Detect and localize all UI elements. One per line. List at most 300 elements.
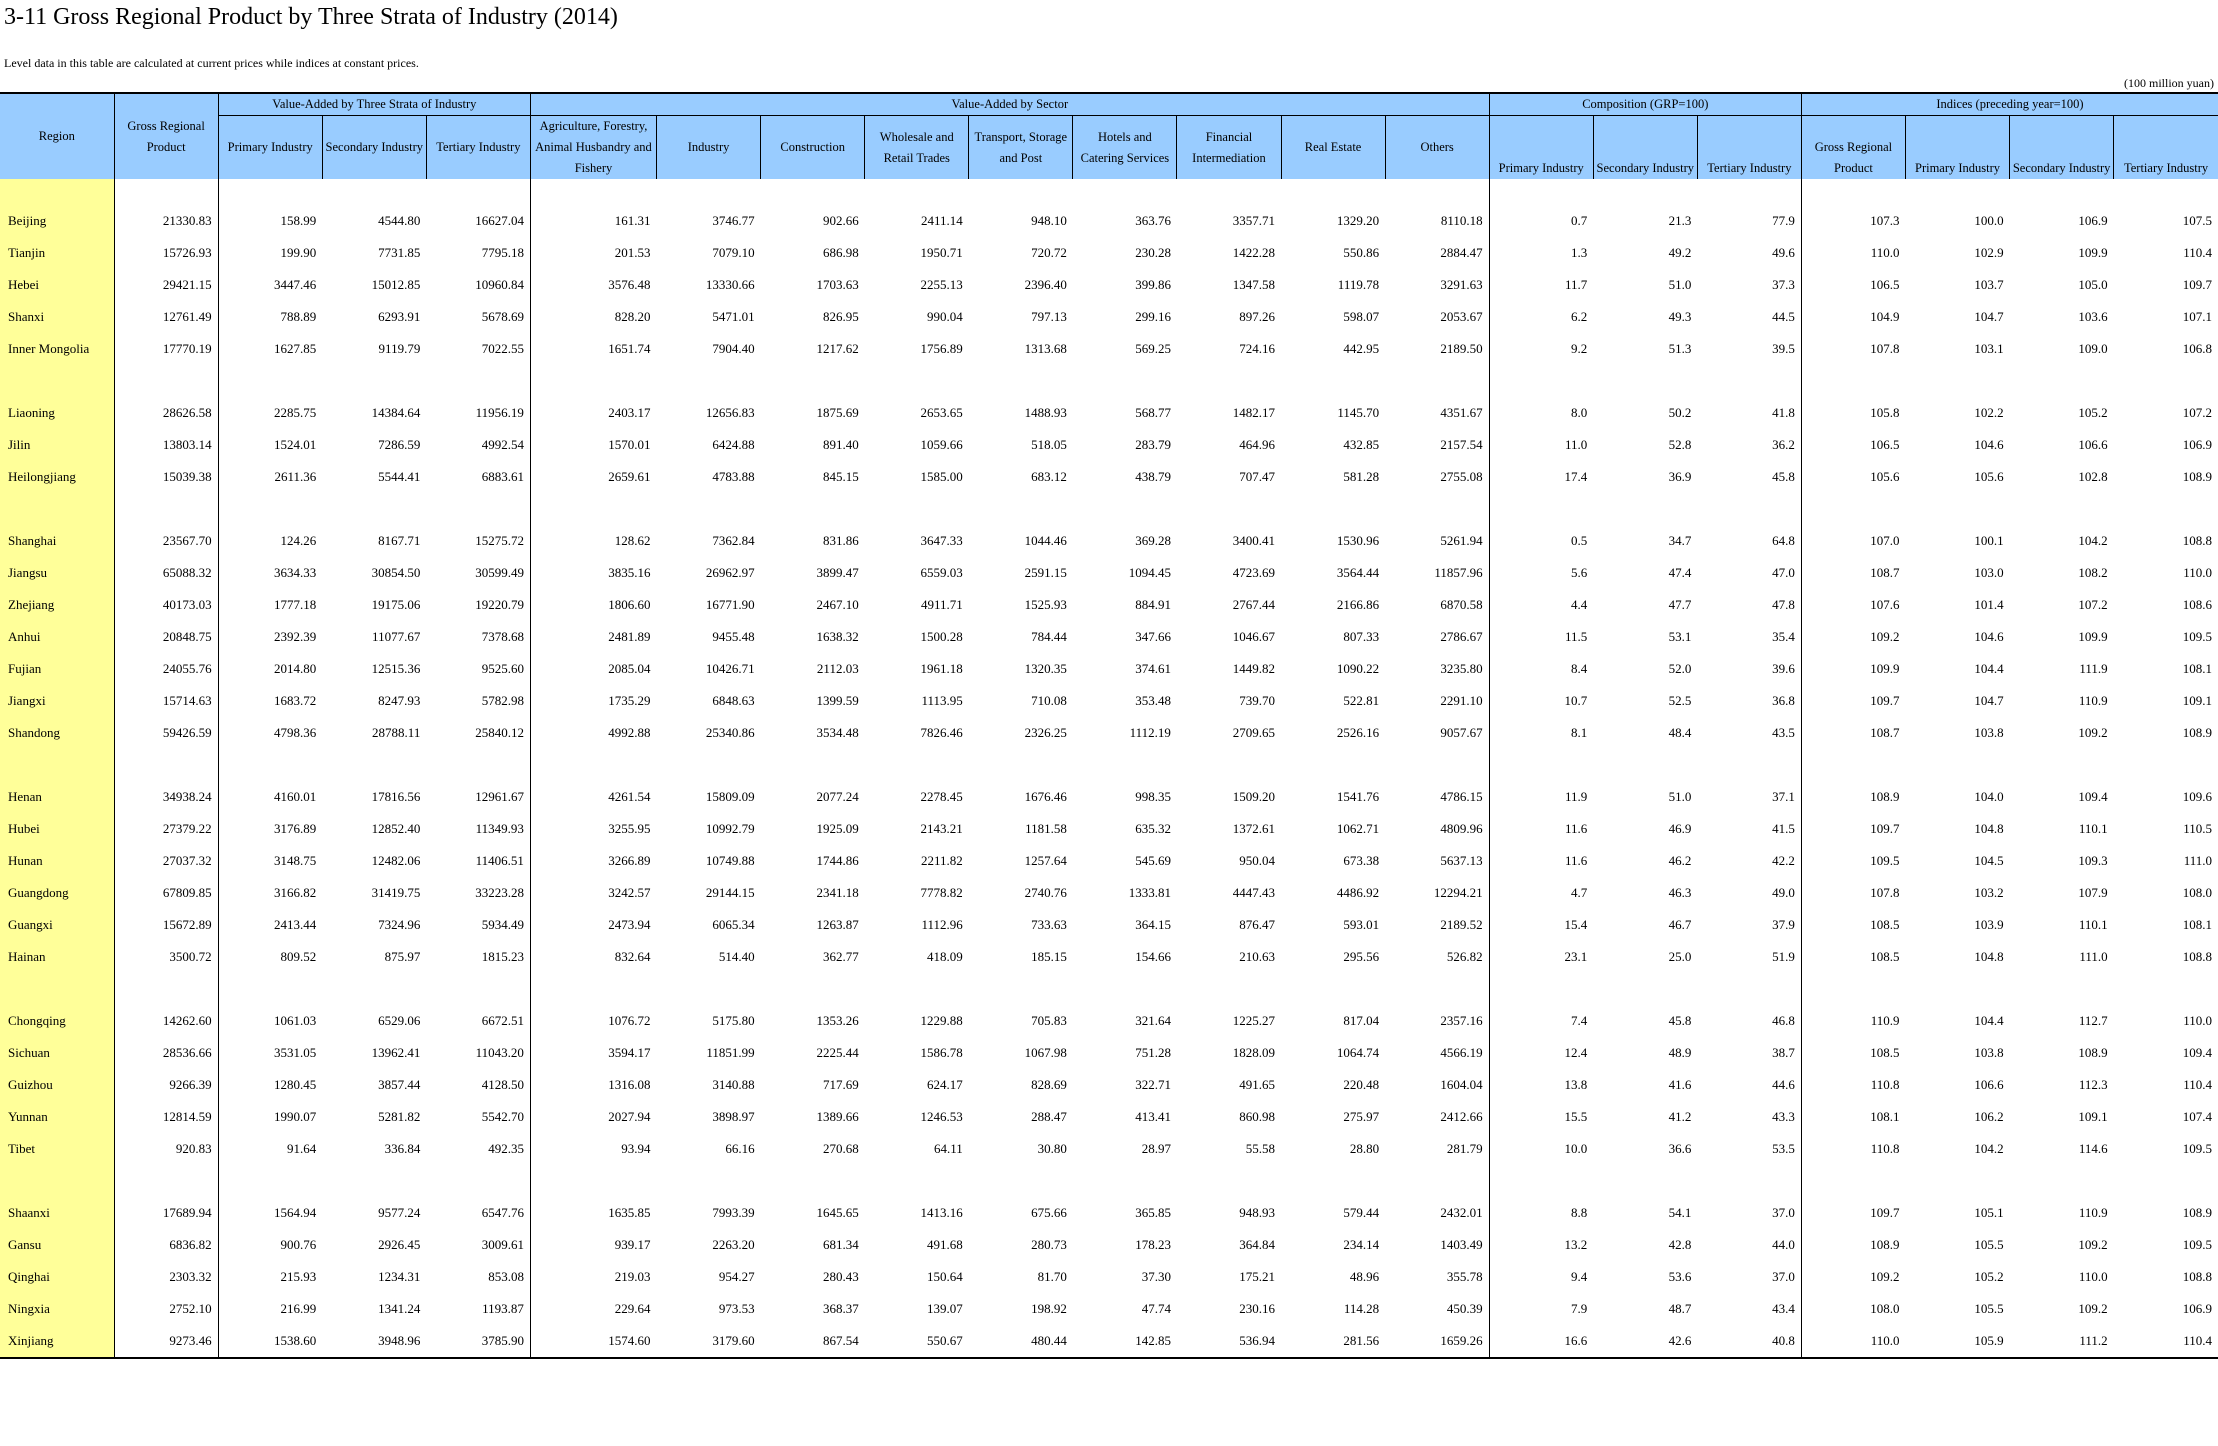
table-cell: 108.8 — [2182, 1269, 2212, 1284]
table-cell: 399.86 — [1135, 277, 1171, 292]
table-row — [0, 1229, 2218, 1261]
region-name: Shaanxi — [0, 1197, 114, 1229]
table-cell: 2611.36 — [218, 461, 322, 493]
table-cell: 4351.67 — [1440, 405, 1483, 420]
table-cell: 109.2 — [1801, 621, 1905, 653]
table-cell: 40173.03 — [114, 589, 218, 621]
table-cell: 1313.68 — [1024, 341, 1067, 356]
table-cell: 6836.82 — [114, 1229, 218, 1261]
table-cell: 8.4 — [1489, 653, 1593, 685]
table-cell: 2884.47 — [1440, 245, 1483, 260]
header-sector-3: Wholesale and Retail Trades — [865, 116, 969, 180]
table-cell: 107.4 — [2182, 1109, 2212, 1124]
table-cell: 36.6 — [1668, 1141, 1692, 1156]
table-cell: 36.8 — [1772, 693, 1795, 708]
table-cell: 110.9 — [2078, 1205, 2108, 1220]
table-cell: 107.8 — [1801, 333, 1905, 365]
table-cell: 42.8 — [1668, 1237, 1692, 1252]
table-header — [0, 93, 2218, 179]
table-cell: 876.47 — [1239, 917, 1276, 932]
table-cell: 17816.56 — [371, 789, 421, 804]
table-cell: 2752.10 — [114, 1293, 218, 1325]
table-cell: 1193.87 — [482, 1301, 524, 1316]
table-cell: 66.16 — [725, 1141, 755, 1156]
table-cell: 4.4 — [1489, 589, 1593, 621]
table-cell: 23.1 — [1489, 941, 1593, 973]
table-cell: 3746.77 — [712, 213, 755, 228]
table-cell: 1756.89 — [920, 341, 963, 356]
table-cell: 108.5 — [1801, 909, 1905, 941]
table-cell: 1875.69 — [816, 405, 859, 420]
table-cell: 106.5 — [1801, 429, 1905, 461]
table-cell: 1735.29 — [530, 685, 656, 717]
table-cell: 64.8 — [1772, 533, 1795, 548]
header-sector-1: Industry — [657, 116, 761, 180]
table-cell: 109.7 — [1801, 1197, 1905, 1229]
table-cell: 2263.20 — [712, 1237, 755, 1252]
table-cell: 34938.24 — [114, 781, 218, 813]
table-cell: 114.28 — [1343, 1301, 1380, 1316]
table-row — [0, 397, 2218, 429]
table-cell: 104.9 — [1801, 301, 1905, 333]
table-cell: 39.6 — [1772, 661, 1795, 676]
table-cell: 103.2 — [1974, 885, 2004, 900]
table-cell: 442.95 — [1343, 341, 1380, 356]
header-region: Region — [0, 93, 114, 179]
table-cell: 1046.67 — [1232, 629, 1276, 644]
table-cell: 545.69 — [1135, 853, 1171, 868]
table-cell: 39.5 — [1772, 341, 1795, 356]
table-cell: 110.1 — [2078, 917, 2108, 932]
table-cell: 108.8 — [2182, 533, 2212, 548]
table-cell: 550.86 — [1343, 245, 1380, 260]
table-cell: 15.5 — [1489, 1101, 1593, 1133]
table-cell: 16.6 — [1489, 1325, 1593, 1358]
table-row — [0, 813, 2218, 845]
table-cell: 47.74 — [1141, 1301, 1171, 1316]
table-cell: 1329.20 — [1336, 213, 1380, 228]
table-cell: 1525.93 — [1024, 597, 1067, 612]
header-grp: Gross Regional Product — [114, 93, 218, 179]
spacer-row — [0, 365, 2218, 397]
table-cell: 48.96 — [1349, 1269, 1380, 1284]
table-cell: 536.94 — [1177, 1325, 1281, 1358]
table-row — [0, 1069, 2218, 1101]
table-cell: 25840.12 — [475, 725, 524, 740]
header-strata-group: Value-Added by Three Strata of Industry — [218, 93, 530, 116]
table-cell: 11956.19 — [475, 405, 524, 420]
table-cell: 142.85 — [1073, 1325, 1177, 1358]
table-cell: 1061.03 — [218, 1005, 322, 1037]
table-cell: 49.0 — [1772, 885, 1795, 900]
region-name: Anhui — [0, 621, 114, 653]
table-cell: 9057.67 — [1440, 725, 1483, 740]
table-cell: 568.77 — [1135, 405, 1171, 420]
table-cell: 108.9 — [2182, 725, 2212, 740]
table-cell: 114.6 — [2078, 1141, 2108, 1156]
table-cell: 1488.93 — [1024, 405, 1067, 420]
region-name: Guangxi — [0, 909, 114, 941]
table-cell: 5261.94 — [1440, 533, 1483, 548]
table-row — [0, 685, 2218, 717]
table-cell: 492.35 — [488, 1141, 524, 1156]
table-cell: 1403.49 — [1440, 1237, 1483, 1252]
table-cell: 111.9 — [2079, 661, 2108, 676]
table-cell: 4160.01 — [218, 781, 322, 813]
table-cell: 514.40 — [718, 949, 755, 964]
table-cell: 47.4 — [1668, 565, 1692, 580]
table-cell: 2014.80 — [218, 653, 322, 685]
table-row — [0, 205, 2218, 237]
table-cell: 365.85 — [1135, 1205, 1171, 1220]
table-cell: 175.21 — [1239, 1269, 1276, 1284]
table-cell: 139.07 — [927, 1301, 963, 1316]
table-cell: 1225.27 — [1232, 1013, 1276, 1028]
table-cell: 1280.45 — [218, 1069, 322, 1101]
table-cell: 28536.66 — [114, 1037, 218, 1069]
table-cell: 12852.40 — [371, 821, 421, 836]
table-cell: 891.40 — [822, 437, 859, 452]
table-cell: 16771.90 — [705, 597, 755, 612]
table-cell: 817.04 — [1343, 1013, 1380, 1028]
table-cell: 10.7 — [1489, 685, 1593, 717]
table-cell: 109.2 — [1801, 1261, 1905, 1293]
header-strata-2: Tertiary Industry — [426, 116, 530, 180]
table-cell: 364.84 — [1239, 1237, 1276, 1252]
table-cell: 108.9 — [2078, 1045, 2108, 1060]
table-cell: 27037.32 — [114, 845, 218, 877]
table-cell: 2653.65 — [920, 405, 963, 420]
table-cell: 9.2 — [1489, 333, 1593, 365]
table-cell: 3835.16 — [530, 557, 656, 589]
table-cell: 579.44 — [1343, 1205, 1380, 1220]
table-cell: 1422.28 — [1232, 245, 1276, 260]
table-cell: 1064.74 — [1336, 1045, 1380, 1060]
table-cell: 295.56 — [1343, 949, 1380, 964]
table-cell: 860.98 — [1239, 1109, 1276, 1124]
table-cell: 110.4 — [2183, 245, 2212, 260]
table-cell: 9577.24 — [378, 1205, 421, 1220]
table-cell: 2278.45 — [920, 789, 963, 804]
table-cell: 37.0 — [1772, 1205, 1795, 1220]
table-cell: 100.0 — [1974, 213, 2004, 228]
table-cell: 2285.75 — [218, 397, 322, 429]
table-cell: 1059.66 — [920, 437, 963, 452]
table-cell: 37.1 — [1772, 789, 1795, 804]
table-cell: 53.6 — [1668, 1269, 1692, 1284]
region-name: Guizhou — [0, 1069, 114, 1101]
header-sector-2: Construction — [761, 116, 865, 180]
table-cell: 4783.88 — [712, 469, 755, 484]
table-cell: 1067.98 — [1024, 1045, 1067, 1060]
table-cell: 109.5 — [1801, 845, 1905, 877]
table-cell: 103.8 — [1974, 725, 2004, 740]
table-cell: 109.4 — [2182, 1045, 2212, 1060]
table-cell: 106.8 — [2182, 341, 2212, 356]
table-cell: 4486.92 — [1336, 885, 1380, 900]
table-cell: 12814.59 — [114, 1101, 218, 1133]
table-cell: 47.0 — [1772, 565, 1795, 580]
table-cell: 2473.94 — [530, 909, 656, 941]
table-row — [0, 781, 2218, 813]
table-cell: 733.63 — [1031, 917, 1067, 932]
table-cell: 106.9 — [2078, 213, 2108, 228]
table-cell: 2411.14 — [921, 213, 963, 228]
table-cell: 1538.60 — [218, 1325, 322, 1358]
table-cell: 46.9 — [1668, 821, 1692, 836]
table-cell: 2225.44 — [816, 1045, 859, 1060]
table-cell: 109.6 — [2182, 789, 2212, 804]
table-cell: 2085.04 — [530, 653, 656, 685]
table-cell: 11077.67 — [372, 629, 421, 644]
table-cell: 81.70 — [1037, 1269, 1067, 1284]
header-sector-7: Real Estate — [1281, 116, 1385, 180]
table-cell: 108.2 — [2078, 565, 2108, 580]
unit-label: (100 million yuan) — [2124, 76, 2214, 90]
table-cell: 11406.51 — [475, 853, 524, 868]
table-row — [0, 1293, 2218, 1325]
table-cell: 480.44 — [969, 1325, 1073, 1358]
table-cell: 52.8 — [1668, 437, 1692, 452]
table-cell: 2786.67 — [1440, 629, 1483, 644]
table-cell: 11043.20 — [475, 1045, 524, 1060]
table-cell: 91.64 — [218, 1133, 322, 1165]
table-cell: 675.66 — [1031, 1205, 1067, 1220]
table-cell: 49.3 — [1668, 309, 1692, 324]
table-cell: 948.10 — [1031, 213, 1067, 228]
table-cell: 2303.32 — [114, 1261, 218, 1293]
table-cell: 1399.59 — [816, 693, 859, 708]
table-cell: 108.9 — [2182, 1205, 2212, 1220]
table-cell: 413.41 — [1135, 1109, 1171, 1124]
table-cell: 11.7 — [1489, 269, 1593, 301]
table-cell: 108.0 — [2182, 885, 2212, 900]
table-cell: 6424.88 — [712, 437, 755, 452]
table-cell: 107.8 — [1801, 877, 1905, 909]
table-cell: 3357.71 — [1232, 213, 1276, 228]
table-cell: 9266.39 — [114, 1069, 218, 1101]
table-cell: 1341.24 — [378, 1301, 421, 1316]
table-cell: 1263.87 — [816, 917, 859, 932]
table-cell: 107.1 — [2182, 309, 2212, 324]
table-cell: 108.9 — [2182, 469, 2212, 484]
table-row — [0, 1005, 2218, 1037]
table-cell: 2412.66 — [1440, 1109, 1483, 1124]
header-indices-group: Indices (preceding year=100) — [1801, 93, 2218, 116]
table-cell: 4544.80 — [378, 213, 421, 228]
table-cell: 104.2 — [2078, 533, 2108, 548]
table-cell: 23567.70 — [114, 525, 218, 557]
header-index-1: Primary Industry — [1906, 116, 2010, 180]
table-cell: 41.8 — [1772, 405, 1795, 420]
table-cell: 103.8 — [1974, 1045, 2004, 1060]
table-cell: 6293.91 — [378, 309, 421, 324]
table-cell: 1413.16 — [920, 1205, 963, 1220]
table-cell: 37.3 — [1772, 277, 1795, 292]
table-cell: 1.3 — [1489, 237, 1593, 269]
table-cell: 2211.82 — [921, 853, 963, 868]
table-cell: 13330.66 — [705, 277, 755, 292]
table-cell: 368.37 — [822, 1301, 859, 1316]
table-cell: 6848.63 — [712, 693, 755, 708]
table-cell: 230.28 — [1135, 245, 1171, 260]
table-cell: 464.96 — [1239, 437, 1276, 452]
table-cell: 1112.96 — [921, 917, 963, 932]
table-cell: 954.27 — [718, 1269, 755, 1284]
table-cell: 19175.06 — [371, 597, 421, 612]
table-cell: 31419.75 — [371, 885, 421, 900]
table-cell: 154.66 — [1135, 949, 1171, 964]
table-cell: 550.67 — [865, 1325, 969, 1358]
table-cell: 108.5 — [1801, 1037, 1905, 1069]
table-cell: 17770.19 — [114, 333, 218, 365]
table-cell: 826.95 — [822, 309, 859, 324]
table-cell: 845.15 — [822, 469, 859, 484]
header-index-0: Gross Regional Product — [1801, 116, 1905, 180]
table-cell: 353.48 — [1135, 693, 1171, 708]
table-cell: 8.8 — [1489, 1197, 1593, 1229]
table-cell: 2591.15 — [1024, 565, 1067, 580]
table-cell: 14262.60 — [114, 1005, 218, 1037]
table-cell: 9273.46 — [114, 1325, 218, 1358]
table-cell: 93.94 — [530, 1133, 656, 1165]
table-cell: 1828.09 — [1232, 1045, 1276, 1060]
table-cell: 7362.84 — [712, 533, 755, 548]
table-cell: 1113.95 — [921, 693, 963, 708]
table-cell: 49.6 — [1772, 245, 1795, 260]
table-cell: 2413.44 — [218, 909, 322, 941]
table-cell: 109.9 — [1801, 653, 1905, 685]
data-table — [0, 92, 2218, 1359]
table-cell: 1683.72 — [218, 685, 322, 717]
table-cell: 59426.59 — [114, 717, 218, 749]
table-cell: 67809.85 — [114, 877, 218, 909]
header-sector-4: Transport, Storage and Post — [969, 116, 1073, 180]
table-cell: 624.17 — [927, 1077, 963, 1092]
table-cell: 3500.72 — [114, 941, 218, 973]
table-cell: 751.28 — [1135, 1045, 1171, 1060]
table-cell: 29421.15 — [114, 269, 218, 301]
table-cell: 44.5 — [1772, 309, 1795, 324]
table-cell: 362.77 — [822, 949, 859, 964]
table-cell: 107.2 — [2078, 597, 2108, 612]
table-cell: 104.8 — [1974, 949, 2004, 964]
table-cell: 1524.01 — [218, 429, 322, 461]
table-cell: 105.9 — [1906, 1325, 2010, 1358]
table-cell: 990.04 — [927, 309, 963, 324]
table-cell: 1500.28 — [920, 629, 963, 644]
table-cell: 48.4 — [1668, 725, 1692, 740]
region-name: Tibet — [0, 1133, 114, 1165]
table-cell: 46.2 — [1668, 853, 1692, 868]
table-cell: 280.43 — [822, 1269, 859, 1284]
table-cell: 3140.88 — [712, 1077, 755, 1092]
table-cell: 7778.82 — [920, 885, 963, 900]
table-cell: 288.47 — [1031, 1109, 1067, 1124]
table-cell: 220.48 — [1343, 1077, 1380, 1092]
table-cell: 7826.46 — [920, 725, 963, 740]
region-name: Beijing — [0, 205, 114, 237]
table-cell: 1090.22 — [1336, 661, 1380, 676]
table-cell: 707.47 — [1239, 469, 1276, 484]
table-cell: 105.5 — [1974, 1237, 2004, 1252]
table-cell: 104.0 — [1974, 789, 2004, 804]
table-cell: 4992.88 — [530, 717, 656, 749]
table-row — [0, 909, 2218, 941]
table-cell: 104.5 — [1974, 853, 2004, 868]
table-cell: 1234.31 — [378, 1269, 421, 1284]
table-cell: 998.35 — [1135, 789, 1171, 804]
table-cell: 3594.17 — [530, 1037, 656, 1069]
table-cell: 11857.96 — [1434, 565, 1483, 580]
table-cell: 47.8 — [1772, 597, 1795, 612]
table-cell: 2403.17 — [530, 397, 656, 429]
table-cell: 17689.94 — [114, 1197, 218, 1229]
table-row — [0, 717, 2218, 749]
table-cell: 112.3 — [2078, 1077, 2108, 1092]
table-cell: 4447.43 — [1232, 885, 1276, 900]
table-row — [0, 237, 2218, 269]
table-cell: 111.0 — [2183, 853, 2212, 868]
table-cell: 374.61 — [1135, 661, 1171, 676]
table-cell: 36.9 — [1668, 469, 1692, 484]
table-cell: 109.7 — [2182, 277, 2212, 292]
table-cell: 1950.71 — [920, 245, 963, 260]
table-cell: 5934.49 — [481, 917, 524, 932]
header-composition-2: Tertiary Industry — [1697, 116, 1801, 180]
table-cell: 3647.33 — [920, 533, 963, 548]
table-cell: 199.90 — [218, 237, 322, 269]
table-cell: 598.07 — [1343, 309, 1380, 324]
table-cell: 1076.72 — [530, 1005, 656, 1037]
table-cell: 54.1 — [1668, 1205, 1692, 1220]
table-cell: 19220.79 — [475, 597, 524, 612]
table-cell: 13.8 — [1489, 1069, 1593, 1101]
table-cell: 717.69 — [822, 1077, 859, 1092]
table-cell: 686.98 — [822, 245, 859, 260]
table-cell: 230.16 — [1239, 1301, 1276, 1316]
table-cell: 867.54 — [761, 1325, 865, 1358]
table-cell: 53.1 — [1668, 629, 1692, 644]
table-cell: 5544.41 — [378, 469, 421, 484]
table-row — [0, 557, 2218, 589]
table-cell: 2077.24 — [816, 789, 859, 804]
table-cell: 10426.71 — [705, 661, 755, 676]
table-cell: 103.1 — [1974, 341, 2004, 356]
table-cell: 902.66 — [822, 213, 859, 228]
table-cell: 347.66 — [1135, 629, 1171, 644]
table-cell: 3531.05 — [218, 1037, 322, 1069]
table-cell: 4809.96 — [1440, 821, 1483, 836]
header-composition-1: Secondary Industry — [1593, 116, 1697, 180]
table-cell: 2926.45 — [378, 1237, 421, 1252]
table-cell: 321.64 — [1135, 1013, 1171, 1028]
table-cell: 107.3 — [1801, 205, 1905, 237]
table-cell: 3447.46 — [218, 269, 322, 301]
table-cell: 216.99 — [218, 1293, 322, 1325]
table-cell: 108.1 — [2182, 917, 2212, 932]
table-cell: 948.93 — [1239, 1205, 1276, 1220]
table-cell: 4723.69 — [1232, 565, 1276, 580]
table-cell: 28.97 — [1141, 1141, 1171, 1156]
table-cell: 64.11 — [934, 1141, 963, 1156]
table-cell: 1570.01 — [530, 429, 656, 461]
table-cell: 1806.60 — [530, 589, 656, 621]
table-cell: 280.73 — [1031, 1237, 1067, 1252]
table-cell: 1627.85 — [218, 333, 322, 365]
header-composition-group: Composition (GRP=100) — [1489, 93, 1801, 116]
table-cell: 710.08 — [1031, 693, 1067, 708]
